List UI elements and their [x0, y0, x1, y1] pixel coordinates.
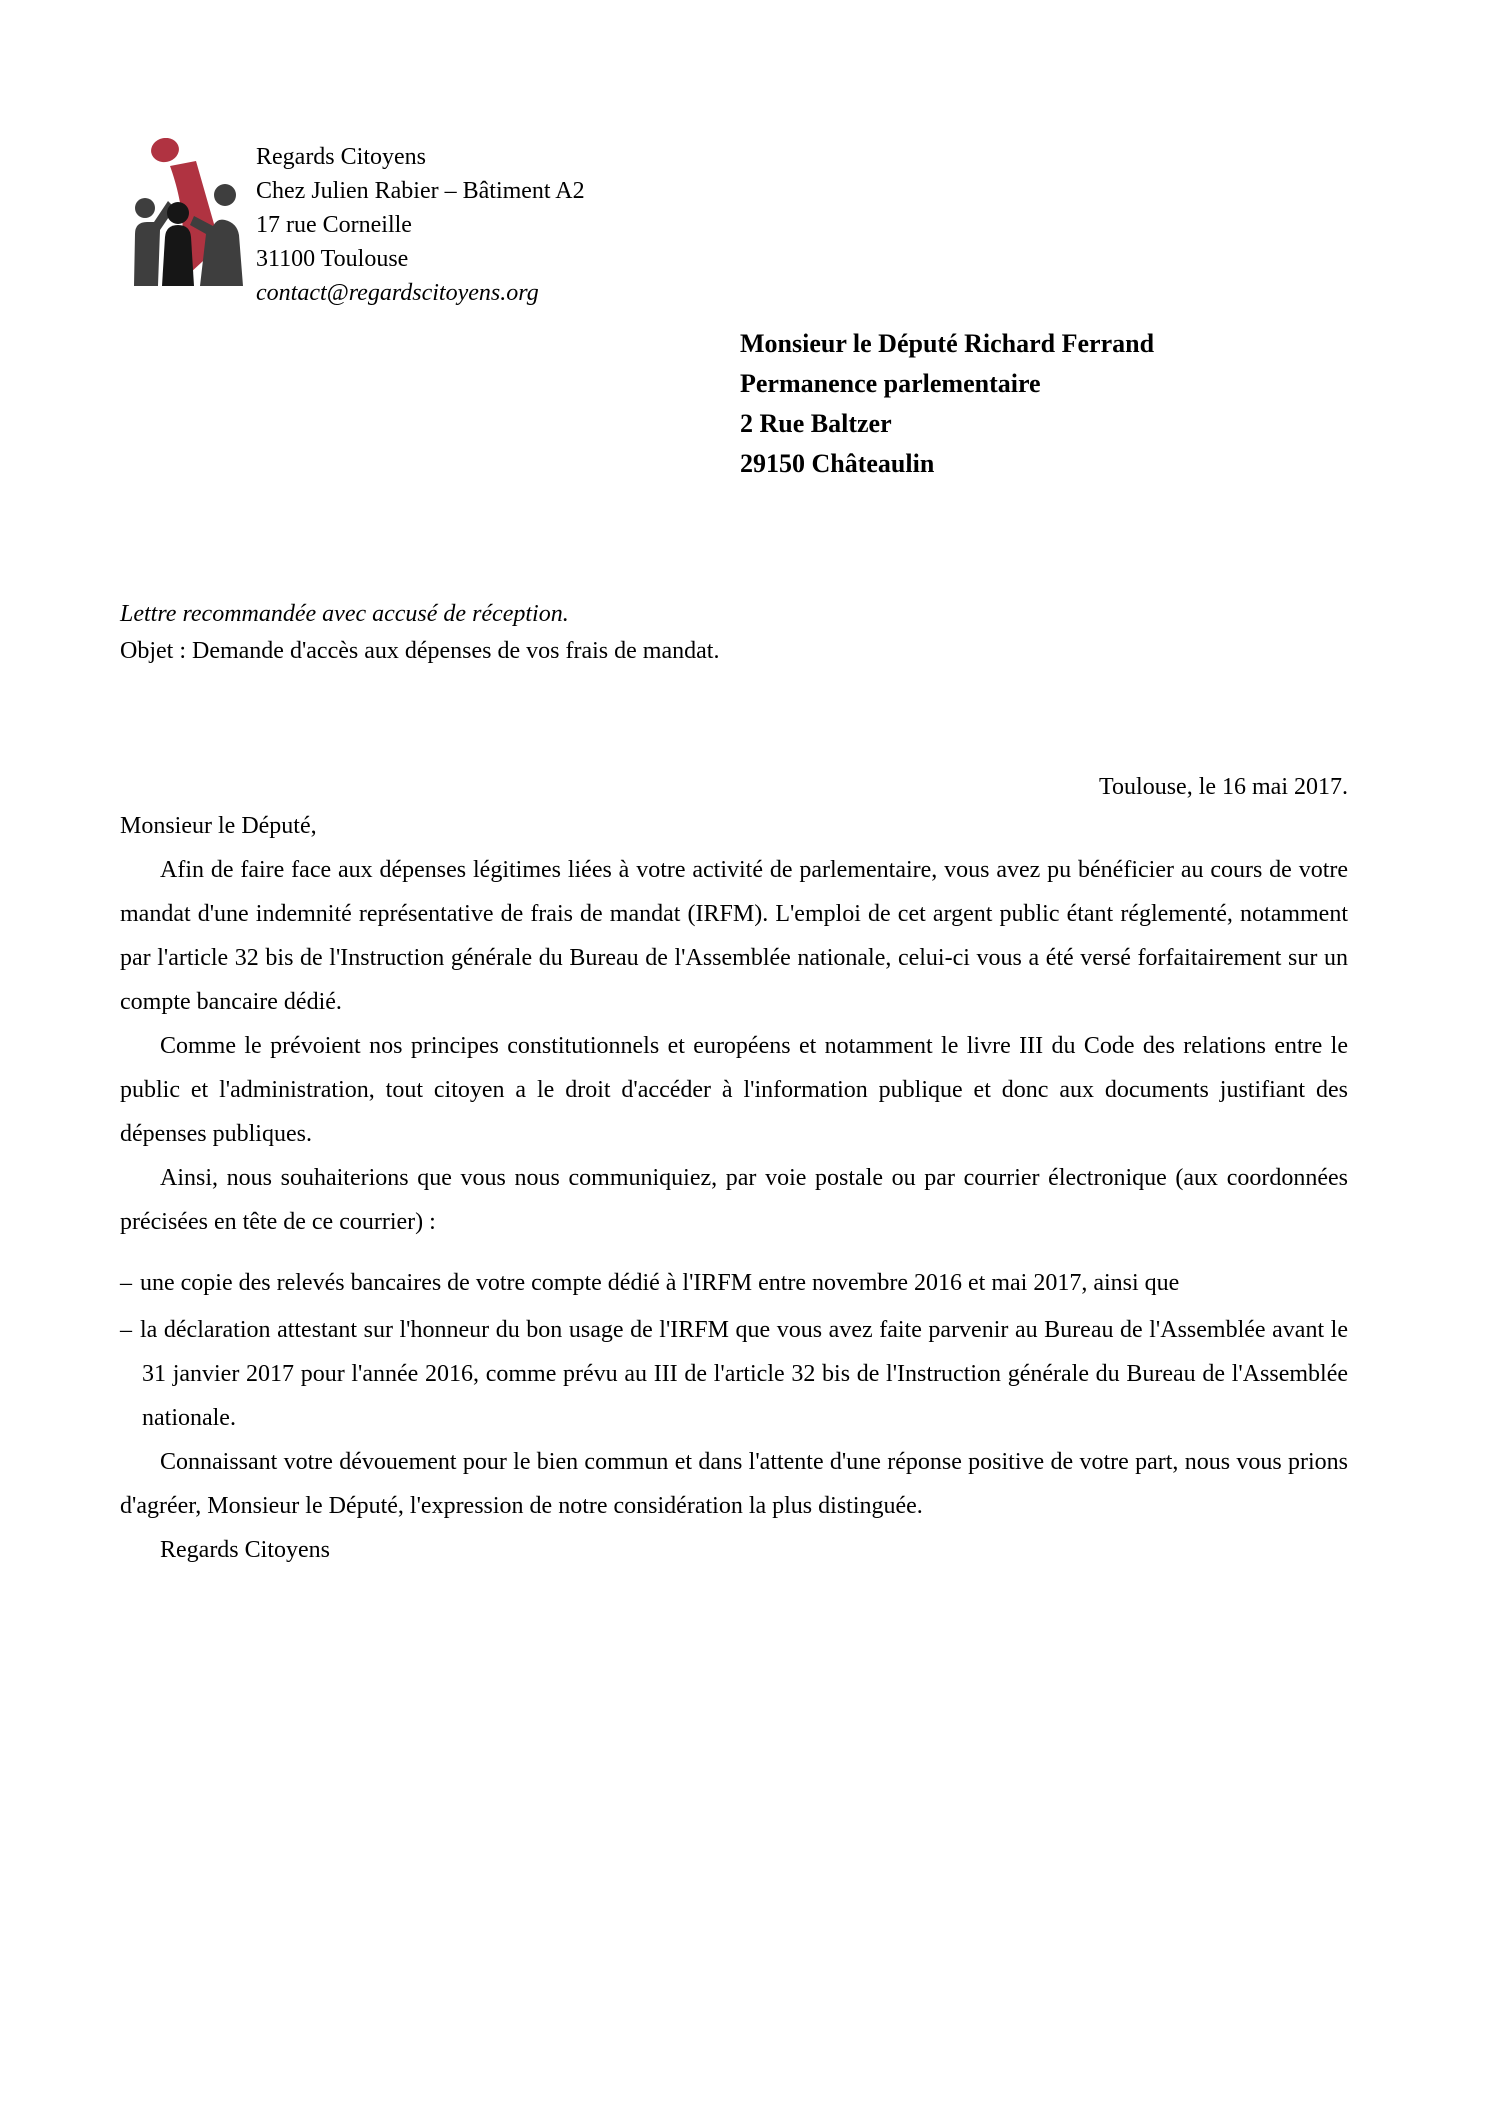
date-line: Toulouse, le 16 mai 2017. [1099, 774, 1348, 800]
paragraph: Comme le prévoient nos principes constitutionnels et européens et notamment le livre III du Code des relations entre le public et l'administration, tout citoyen a le droit d'accéder à l'information publique et donc aux documents justifiant des dépenses publiques. [120, 1033, 1348, 1147]
subject-line: Objet : Demande d'accès aux dépenses de vos frais de mandat. [120, 638, 720, 664]
closing-paragraph: Connaissant votre dévouement pour le bien commun et dans l'attente d'une réponse positive de votre part, nous vous prions d'agréer, Monsieur le Député, l'expression de notre considération la plus distinguée. [120, 1449, 1348, 1519]
paragraph: Afin de faire face aux dépenses légitimes liées à votre activité de parlementaire, vous avez pu bénéficier au cours de votre mandat d'une indemnité représentative de frais de mandat (IRFM). L'emploi de cet argent public étant réglementé, notamment par l'article 32 bis de l'Instruction générale du Bureau de l'Assemblée nationale, celui-ci vous a été versé forfaitairement sur un compte bancaire dédié. [120, 857, 1348, 1015]
list-item-text: la déclaration attestant sur l'honneur du bon usage de l'IRFM que vous avez faite parvenir au Bureau de l'Assemblée avant le 31 janvier 2017 pour l'année 2016, comme prévu au III de l'article 32 bis de l'Instruction générale du Bureau de l'Assemblée nationale. [140, 1317, 1348, 1431]
logo-dot [149, 138, 181, 165]
signature: Regards Citoyens [160, 1537, 330, 1563]
sender-block [132, 138, 1348, 310]
recipient-block [740, 324, 1348, 484]
paragraph: Ainsi, nous souhaiterions que vous nous communiquiez, par voie postale ou par courrier électronique (aux coordonnées précisées en tête de ce courrier) : [120, 1165, 1348, 1235]
list-item [120, 1261, 1348, 1305]
sender-street: 17 rue Corneille [256, 212, 412, 238]
sender-address [256, 138, 585, 310]
letter-body [120, 804, 1348, 1572]
person-center-body [162, 225, 194, 286]
sender-address-line: Chez Julien Rabier – Bâtiment A2 [256, 178, 585, 204]
person-center-head [167, 202, 189, 224]
sender-city: 31100 Toulouse [256, 246, 409, 272]
recipient-office: Permanence parlementaire [740, 369, 1041, 398]
request-list [120, 1261, 1348, 1440]
regards-citoyens-logo-icon [132, 138, 244, 288]
recipient-street: 2 Rue Baltzer [740, 409, 892, 438]
list-dash-marker: – [120, 1317, 132, 1343]
reference-block [120, 596, 1348, 670]
person-left-head [135, 198, 155, 218]
sender-name: Regards Citoyens [256, 144, 426, 170]
list-dash-marker: – [120, 1270, 132, 1296]
registered-mail-notice: Lettre recommandée avec accusé de réception. [120, 601, 569, 627]
salutation: Monsieur le Député, [120, 813, 317, 839]
list-item-text: une copie des relevés bancaires de votre compte dédié à l'IRFM entre novembre 2016 et mai 2017, ainsi que [140, 1270, 1180, 1296]
sender-email: contact@regardscitoyens.org [256, 280, 539, 306]
list-item [120, 1308, 1348, 1440]
person-right-head [214, 184, 236, 206]
recipient-name: Monsieur le Député Richard Ferrand [740, 329, 1155, 358]
recipient-city: 29150 Châteaulin [740, 449, 935, 478]
